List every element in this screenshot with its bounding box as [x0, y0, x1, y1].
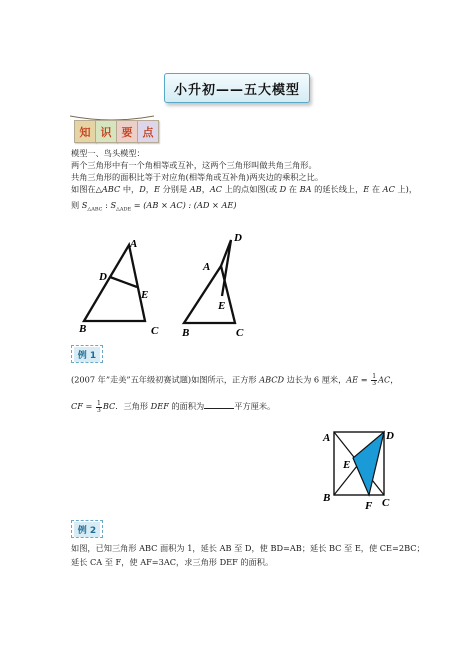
example-1-line-2: CF = $\frac{1}{3}$ BC．三角形 DEF 的面积为 平方厘米。	[71, 399, 276, 414]
label-c: C	[236, 327, 244, 339]
banner-flag: 识	[95, 120, 117, 143]
label-d: D	[99, 271, 107, 283]
banner-flag: 要	[116, 120, 138, 143]
label-d: D	[234, 232, 242, 244]
label-c: C	[382, 497, 390, 509]
label-b: B	[79, 323, 87, 335]
model-line-1: 两个三角形中有一个角相等或互补，这两个三角形叫做共角三角形。	[71, 160, 317, 170]
label-c: C	[151, 325, 159, 337]
example-1-line-1: (2007 年”走美”五年级初赛试题)如图所示，正方形 ABCD 边长为 6 厘米，AE = $\frac{1}{3}$ AC，	[71, 373, 399, 387]
knowledge-banner	[70, 110, 154, 144]
label-b: B	[323, 492, 331, 504]
label-f: F	[365, 500, 373, 512]
model-line-3: 如图在△ABC 中，D，E 分别是 AB，AC 上的点如图(或 D 在 BA 的延长线上，E 在 AC 上)，	[71, 184, 418, 194]
bird-head-figure-2	[178, 226, 258, 340]
example-2-tag: 例 2	[71, 520, 103, 538]
label-a: A	[323, 432, 331, 444]
label-b: B	[182, 327, 190, 339]
banner-flag: 知	[74, 120, 96, 143]
label-e: E	[141, 289, 149, 301]
model-line-2: 共角三角形的面积比等于对应角(相等角或互补角)两夹边的乘积之比。	[71, 172, 324, 182]
label-a: A	[203, 261, 211, 273]
model-formula: 则 $S_{\triangle ABC}$ : $S_{\triangle ADE} = (AB \times AC)$ : (AD × AE)	[71, 200, 237, 213]
model-heading: 模型一、鸟头模型：	[71, 148, 145, 158]
square-figure	[318, 422, 398, 512]
example-2-line-1: 如图，已知三角形 ABC 面积为 1，延长 AB 至 D，使 BD=AB；延长 BC 至 E，使 CE=2BC；	[71, 543, 425, 553]
answer-blank	[204, 400, 234, 409]
label-a: A	[130, 238, 138, 250]
banner-flag: 点	[137, 120, 159, 143]
bird-head-figure-1	[75, 232, 170, 342]
example-2-line-2: 延长 CA 至 F，使 AF=3AC，求三角形 DEF 的面积。	[71, 557, 274, 567]
label-e: E	[343, 459, 351, 471]
label-e: E	[218, 300, 226, 312]
example-1-tag: 例 1	[71, 345, 103, 363]
label-d: D	[386, 430, 394, 442]
page-title: 小升初——五大模型	[164, 73, 310, 103]
